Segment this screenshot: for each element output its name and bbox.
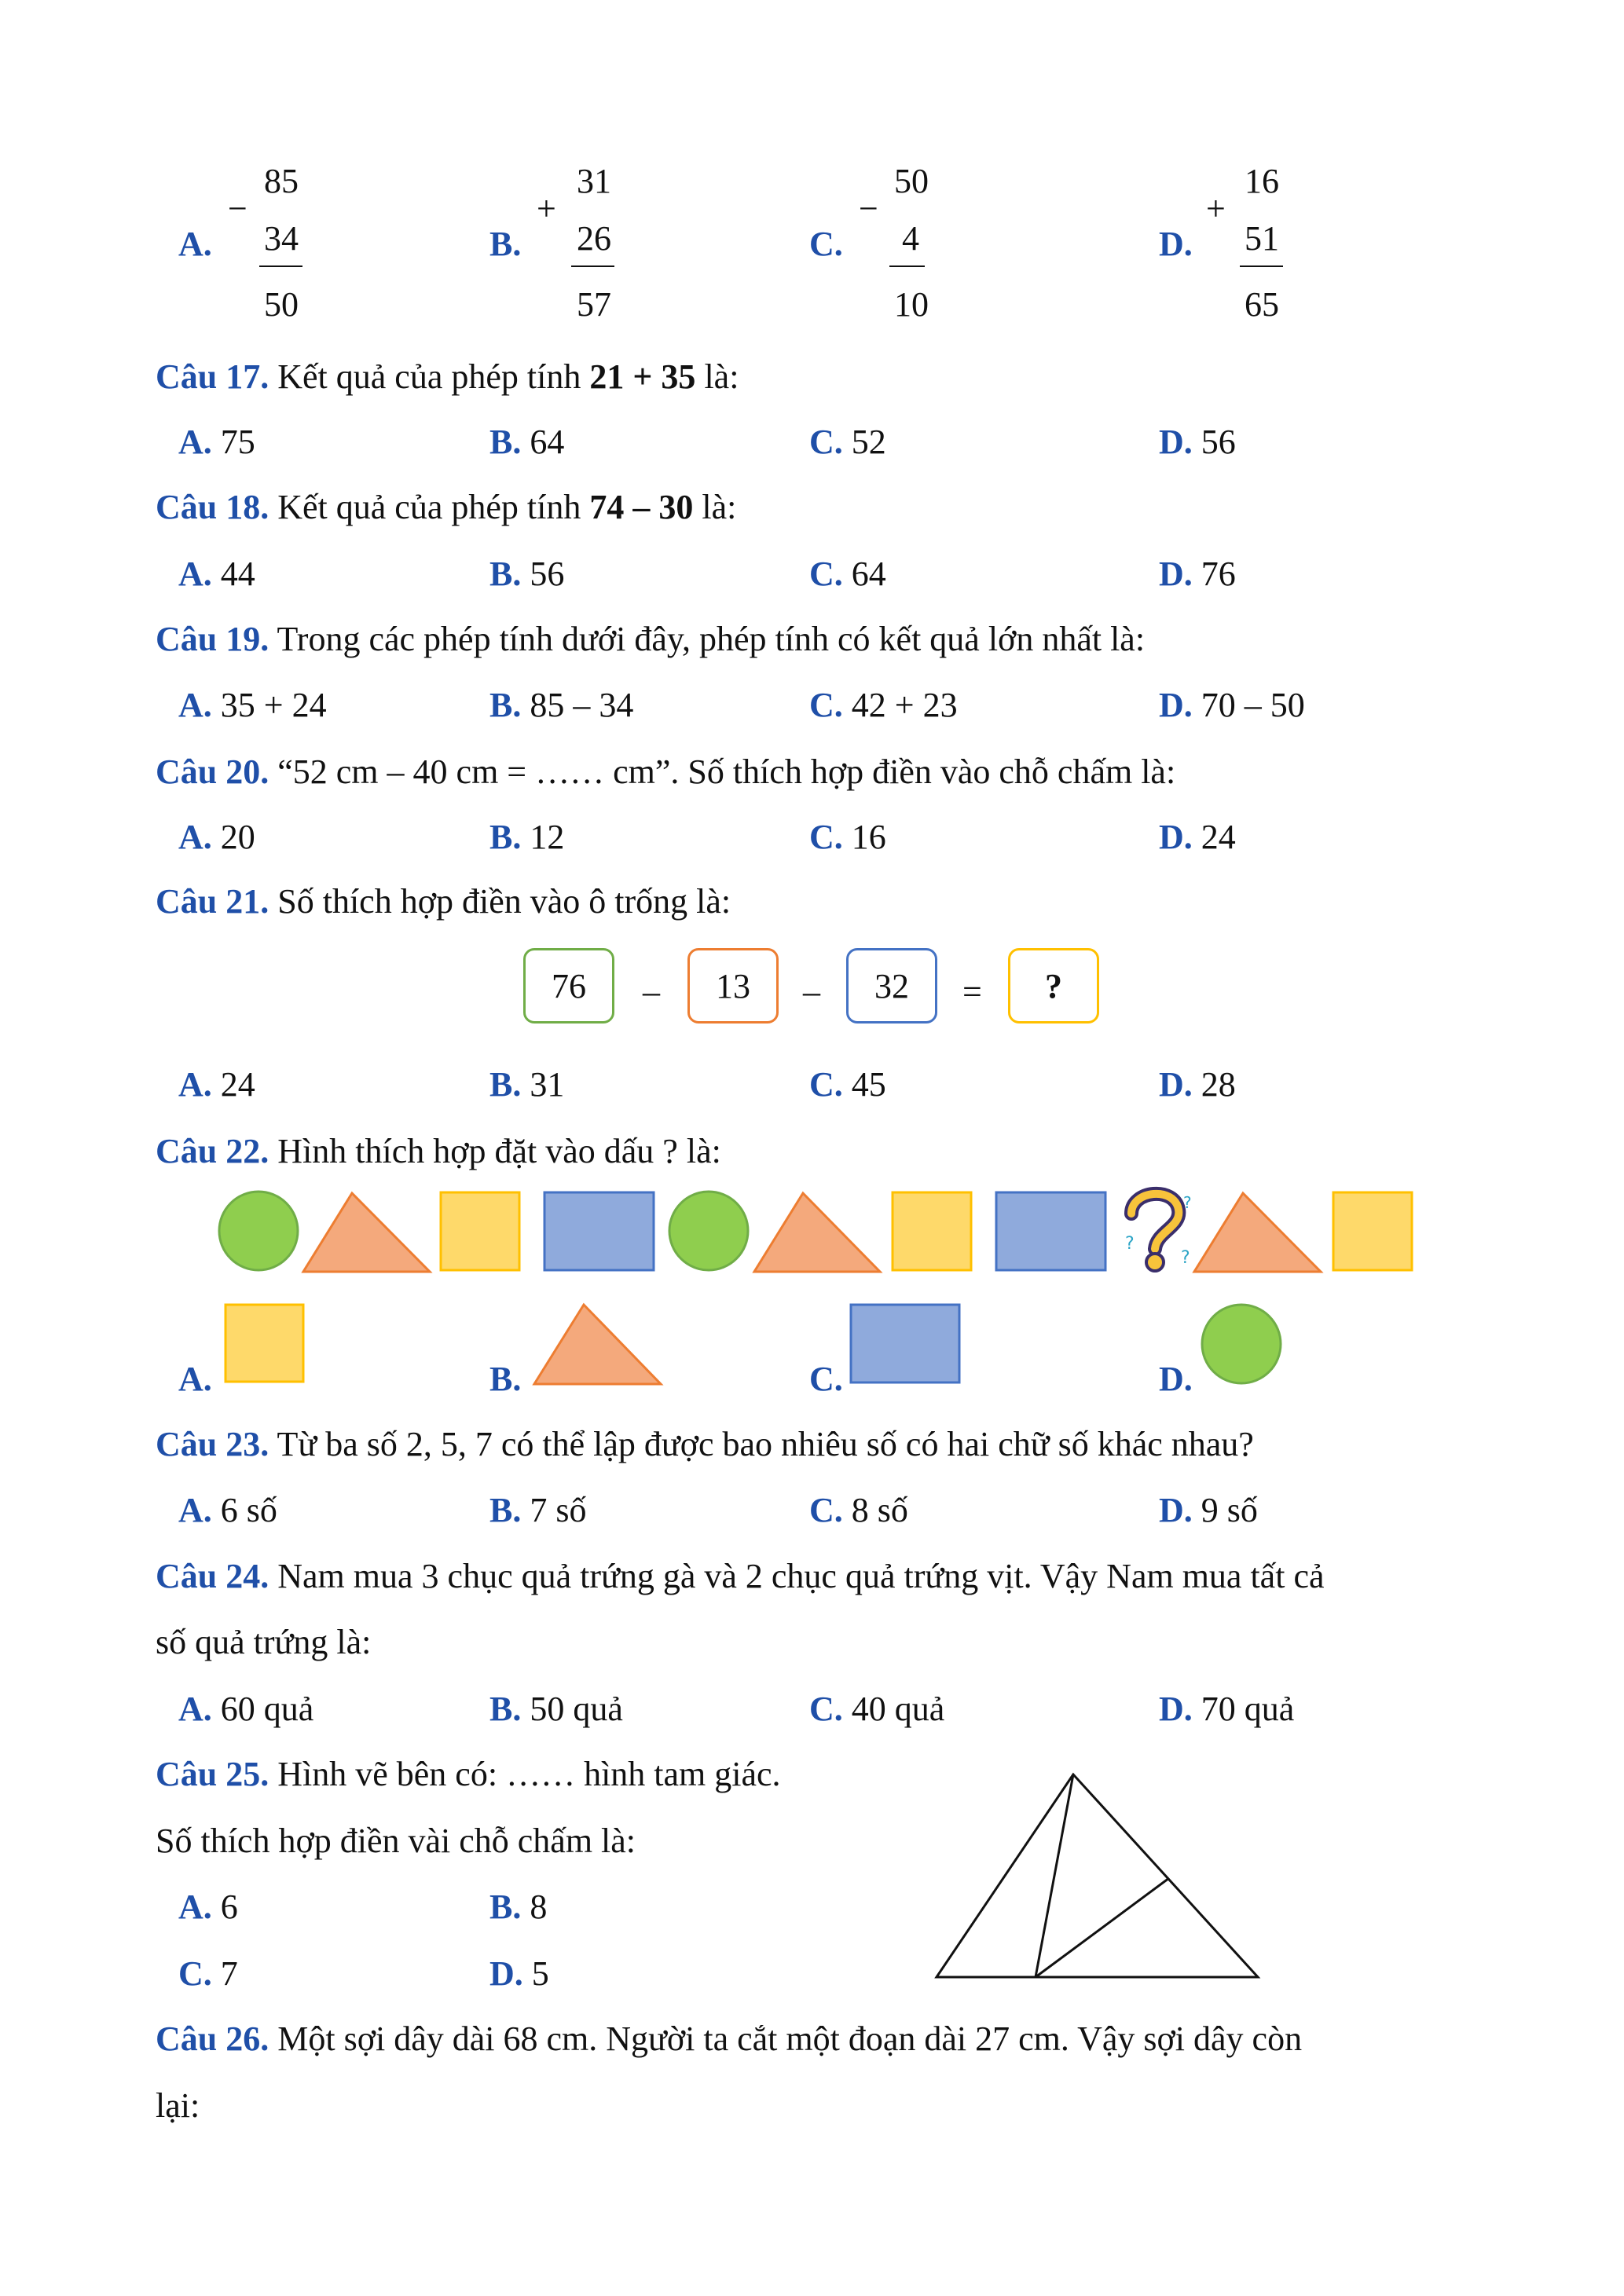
q20-option-c[interactable]: C. 16	[809, 818, 886, 856]
number-box-13: 13	[687, 948, 779, 1023]
question-expression: 74 – 30	[589, 488, 694, 526]
question-24-continued: số quả trứng là:	[156, 1623, 372, 1661]
answer-box[interactable]: ?	[1008, 948, 1099, 1023]
q18-option-d[interactable]: D. 76	[1159, 555, 1236, 593]
question-text: Nam mua 3 chục quả trứng gà và 2 chục quả trứng vịt. Vậy Nam mua tất cả	[277, 1557, 1325, 1595]
q22-option-a-letter[interactable]: A.	[178, 1360, 212, 1398]
q16-a-mid: 34	[264, 219, 299, 258]
q18-option-b[interactable]: B. 56	[489, 555, 565, 593]
q24-option-b[interactable]: B. 50 quả	[489, 1690, 623, 1728]
q21-option-c[interactable]: C. 45	[809, 1065, 886, 1104]
question-24	[156, 1556, 1325, 1596]
q20-option-d[interactable]: D. 24	[1159, 818, 1236, 856]
square-shape	[441, 1192, 519, 1270]
option-a-square-shape[interactable]	[225, 1305, 303, 1382]
q25-option-c[interactable]: C. 7	[178, 1954, 238, 1993]
square-shape	[893, 1192, 971, 1270]
q17-option-c[interactable]: C. 52	[809, 423, 886, 461]
q25-option-a[interactable]: A. 6	[178, 1888, 238, 1926]
question-label: Câu 26.	[156, 2020, 269, 2058]
q16-d-result: 65	[1245, 285, 1279, 324]
question-text-end: là:	[693, 488, 737, 526]
q16-c-top: 50	[894, 162, 929, 200]
triangle-shape	[1194, 1193, 1321, 1272]
q25-option-b[interactable]: B. 8	[489, 1888, 548, 1926]
question-label: Câu 22.	[156, 1132, 269, 1170]
q20-option-a[interactable]: A. 20	[178, 818, 255, 856]
question-label: Câu 17.	[156, 357, 269, 396]
question-label: Câu 20.	[156, 753, 269, 791]
question-text: Hình thích hợp đặt vào dấu ? là:	[277, 1132, 721, 1170]
minus-sign: –	[803, 972, 820, 1011]
q24-option-a[interactable]: A. 60 quả	[178, 1690, 314, 1728]
q16-d-mid: 51	[1245, 219, 1279, 258]
q21-option-b[interactable]: B. 31	[489, 1065, 565, 1104]
svg-text:?: ?	[1183, 1193, 1192, 1212]
square-shape	[1333, 1192, 1412, 1270]
question-label: Câu 18.	[156, 488, 269, 526]
q16-c-operator: −	[859, 189, 878, 228]
q22-option-d-letter[interactable]: D.	[1159, 1360, 1193, 1398]
question-text: “52 cm – 40 cm = …… cm”. Số thích hợp điền vào chỗ chấm là:	[277, 753, 1176, 791]
q24-option-d[interactable]: D. 70 quả	[1159, 1690, 1295, 1728]
q16-c-mid: 4	[902, 219, 919, 258]
question-25	[156, 1754, 781, 1794]
q17-option-b[interactable]: B. 64	[489, 423, 565, 461]
triangle-figure	[937, 1774, 1258, 1977]
q16-b-operator: +	[537, 189, 556, 228]
question-text: Kết quả của phép tính	[277, 357, 590, 396]
q16-d-operator: +	[1206, 189, 1226, 228]
q20-option-b[interactable]: B. 12	[489, 818, 565, 856]
q21-option-d[interactable]: D. 28	[1159, 1065, 1236, 1104]
q18-option-a[interactable]: A. 44	[178, 555, 255, 593]
q16-a-operator: −	[228, 189, 247, 228]
rectangle-shape	[544, 1192, 654, 1270]
question-label: Câu 21.	[156, 882, 269, 921]
question-text: Hình vẽ bên có: …… hình tam giác.	[277, 1755, 781, 1793]
q16-d-top: 16	[1245, 162, 1279, 200]
question-23	[156, 1424, 1254, 1464]
question-text: Kết quả của phép tính	[277, 488, 590, 526]
q18-option-c[interactable]: C. 64	[809, 555, 886, 593]
svg-text:?: ?	[1181, 1248, 1190, 1268]
number-box-32: 32	[846, 948, 937, 1023]
q25-option-d[interactable]: D. 5	[489, 1954, 549, 1993]
question-expression: 21 + 35	[589, 357, 696, 396]
option-b-triangle-shape[interactable]	[534, 1305, 661, 1384]
triangle-shape	[303, 1193, 430, 1272]
q16-a-top: 85	[264, 162, 299, 200]
q19-option-a[interactable]: A. 35 + 24	[178, 686, 327, 724]
q23-option-b[interactable]: B. 7 số	[489, 1491, 587, 1529]
equals-sign: =	[962, 972, 982, 1011]
minus-sign: –	[643, 972, 660, 1011]
option-c-rectangle-shape[interactable]	[851, 1305, 959, 1382]
q16-option-b-letter[interactable]: B.	[489, 225, 522, 263]
question-text: Số thích hợp điền vào ô trống là:	[277, 882, 731, 921]
q19-option-b[interactable]: B. 85 – 34	[489, 686, 634, 724]
q16-b-mid: 26	[577, 219, 611, 258]
number-box-76: 76	[523, 948, 614, 1023]
circle-shape	[669, 1192, 748, 1270]
svg-text:?: ?	[1125, 1234, 1135, 1254]
question-label: Câu 24.	[156, 1557, 269, 1595]
question-26-continued: lại:	[156, 2086, 200, 2125]
q22-option-b-letter[interactable]: B.	[489, 1360, 522, 1398]
q19-option-d[interactable]: D. 70 – 50	[1159, 686, 1305, 724]
q22-option-c-letter[interactable]: C.	[809, 1360, 843, 1398]
q17-option-a[interactable]: A. 75	[178, 423, 255, 461]
q16-b-top: 31	[577, 162, 611, 200]
q24-option-c[interactable]: C. 40 quả	[809, 1690, 945, 1728]
q23-option-a[interactable]: A. 6 số	[178, 1491, 277, 1529]
question-text: Một sợi dây dài 68 cm. Người ta cắt một đoạn dài 27 cm. Vậy sợi dây còn	[277, 2020, 1303, 2058]
q16-a-result: 50	[264, 285, 299, 324]
q19-option-c[interactable]: C. 42 + 23	[809, 686, 958, 724]
question-25-continued: Số thích hợp điền vài chỗ chấm là:	[156, 1822, 636, 1860]
question-26	[156, 2019, 1302, 2059]
rectangle-shape	[996, 1192, 1105, 1270]
q16-option-d-letter[interactable]: D.	[1159, 225, 1193, 263]
q16-option-c-letter[interactable]: C.	[809, 225, 843, 263]
question-label: Câu 25.	[156, 1755, 269, 1793]
circle-shape	[219, 1192, 298, 1270]
q16-option-a-letter[interactable]: A.	[178, 225, 212, 263]
q21-option-a[interactable]: A. 24	[178, 1065, 255, 1104]
option-d-circle-shape[interactable]	[1202, 1305, 1281, 1383]
triangle-shape	[754, 1193, 880, 1272]
q16-c-result: 10	[894, 285, 929, 324]
question-text-end: là:	[695, 357, 739, 396]
q23-option-c[interactable]: C. 8 số	[809, 1491, 908, 1529]
question-text: Trong các phép tính dưới đây, phép tính có kết quả lớn nhất là:	[277, 620, 1146, 658]
question-text: Từ ba số 2, 5, 7 có thể lập được bao nhiêu số có hai chữ số khác nhau?	[277, 1425, 1254, 1463]
q23-option-d[interactable]: D. 9 số	[1159, 1491, 1258, 1529]
question-label: Câu 23.	[156, 1425, 269, 1463]
q17-option-d[interactable]: D. 56	[1159, 423, 1236, 461]
question-label: Câu 19.	[156, 620, 269, 658]
question-mark-icon	[1125, 1193, 1192, 1271]
q16-b-result: 57	[577, 285, 611, 324]
